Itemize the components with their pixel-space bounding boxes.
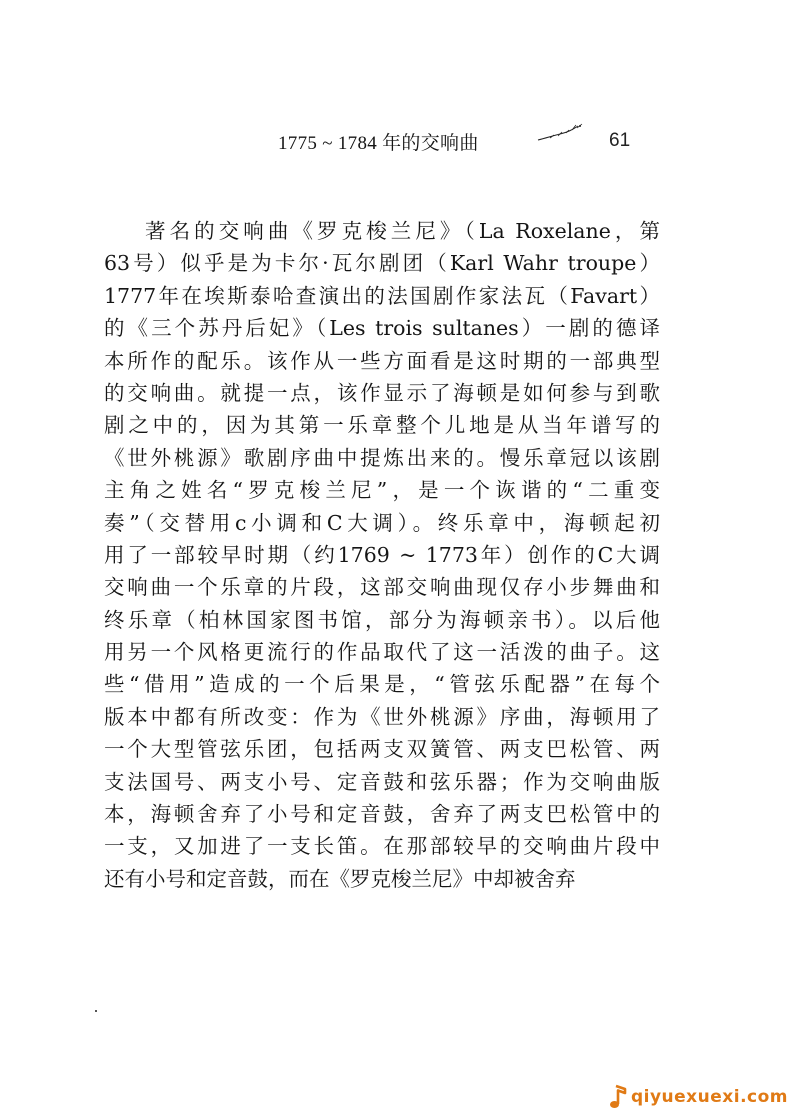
text-line: 《世外桃源》歌剧序曲中提炼出来的。慢乐章冠以该剧 <box>104 445 660 470</box>
text-line: 剧之中的，因为其第一乐章整个儿地是从当年谱写的 <box>104 413 660 438</box>
text-line: 主角之姓名“罗克梭兰尼”，是一个诙谐的“二重变 <box>104 478 660 503</box>
text-line: 些“借用”造成的一个后果是，“管弦乐配器”在每个 <box>104 672 660 697</box>
text-line: 终乐章（柏林国家图书馆，部分为海顿亲书）。以后他 <box>104 607 660 632</box>
text-line: 的交响曲。就提一点，该作显示了海顿是如何参与到歌 <box>104 380 660 405</box>
text-line: 交响曲一个乐章的片段，这部交响曲现仅存小步舞曲和 <box>104 575 660 600</box>
flourish-ornament-icon <box>536 122 584 144</box>
body-text <box>104 215 660 895</box>
watermark <box>609 1082 788 1112</box>
text-line: 著名的交响曲《罗克梭兰尼》（La Roxelane，第 <box>145 219 660 243</box>
text-line: 用了一部较早时期（约1769 ~ 1773年）创作的C大调 <box>104 542 660 567</box>
scan-speck <box>95 1010 97 1012</box>
running-header <box>0 128 794 158</box>
text-line: 63号）似乎是为卡尔·瓦尔剧团（Karl Wahr troupe） <box>104 251 660 276</box>
text-line: 本，海顿舍弃了小号和定音鼓，舍弃了两支巴松管中的 <box>104 802 660 827</box>
music-note-logo-icon <box>609 1084 627 1110</box>
text-line: 版本中都有所改变：作为《世外桃源》序曲，海顿用了 <box>104 704 660 729</box>
text-line: 还有小号和定音鼓，而在《罗克梭兰尼》中却被舍弃 <box>104 866 576 891</box>
text-line: 一支，又加进了一支长笛。在那部较早的交响曲片段中 <box>104 834 660 859</box>
text-line: 一个大型管弦乐团，包括两支双簧管、两支巴松管、两 <box>104 737 660 762</box>
page-number: 61 <box>609 130 631 151</box>
watermark-text: qiyuexuexi.com <box>630 1087 788 1107</box>
text-line: 用另一个风格更流行的作品取代了这一活泼的曲子。这 <box>104 640 660 665</box>
text-line: 1777年在埃斯泰哈查演出的法国剧作家法瓦（Favart） <box>104 283 660 308</box>
text-line: 本所作的配乐。该作从一些方面看是这时期的一部典型 <box>104 348 660 373</box>
text-line: 的《三个苏丹后妃》（Les trois sultanes）一剧的德译 <box>104 316 660 341</box>
text-line: 支法国号、两支小号、定音鼓和弦乐器；作为交响曲版 <box>104 769 660 794</box>
running-title: 1775 ~ 1784 年的交响曲 <box>278 133 479 154</box>
text-line: 奏”（交替用c小调和C大调）。终乐章中，海顿起初 <box>104 510 660 535</box>
